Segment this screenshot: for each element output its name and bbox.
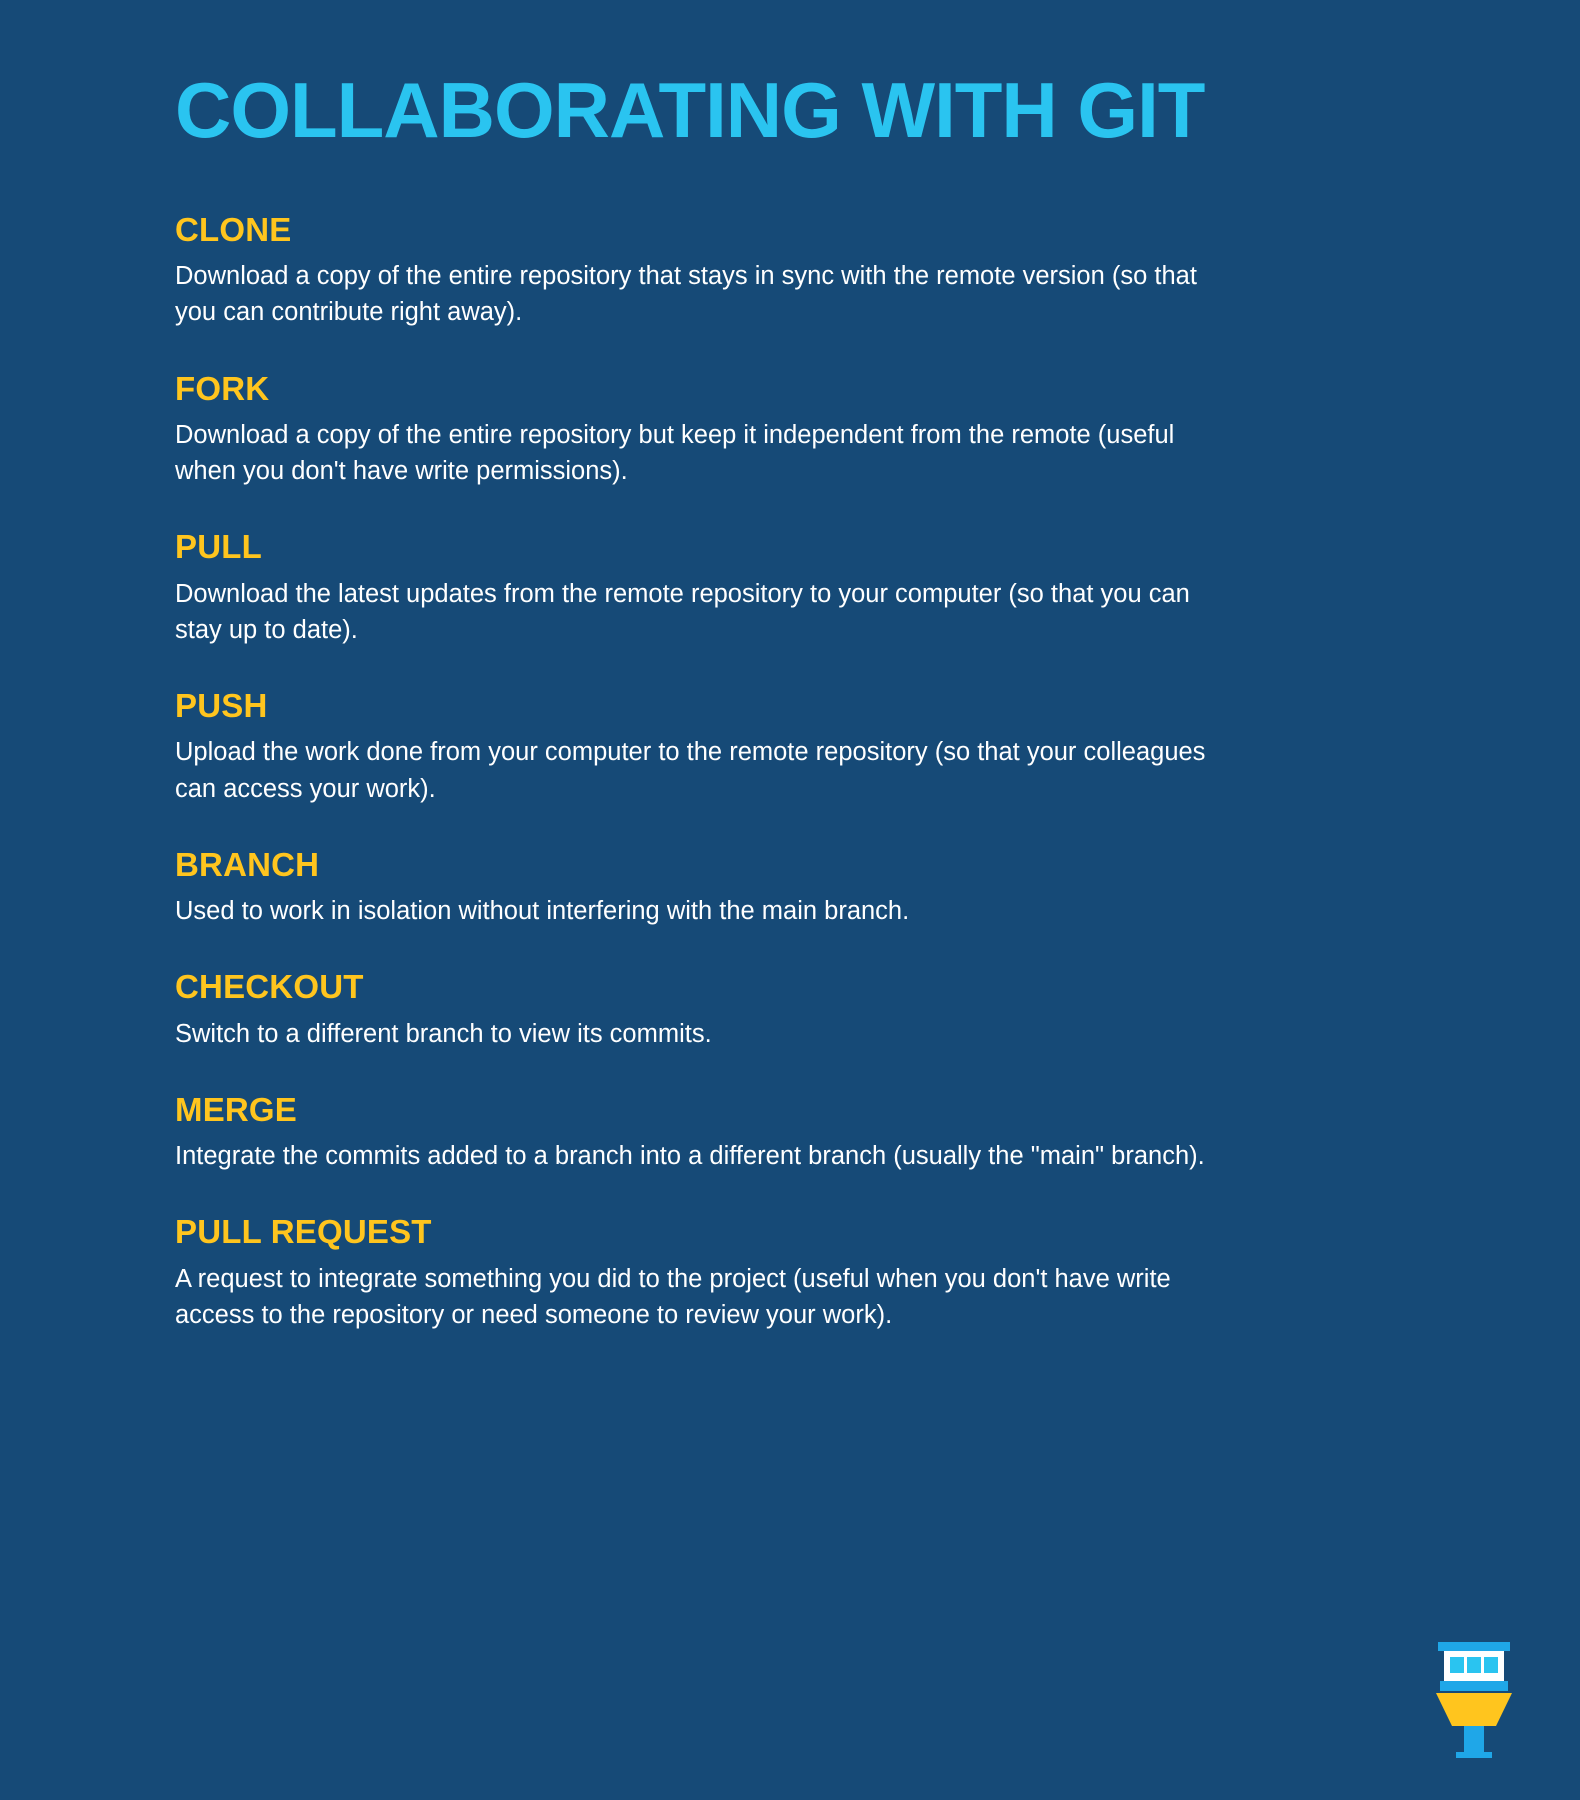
glossary-list (175, 212, 1490, 1333)
definition-text: Switch to a different branch to view its commits. (175, 1019, 712, 1048)
lighthouse-tower-logo (1430, 1640, 1518, 1758)
glossary-entry-branch (175, 847, 1490, 930)
page-title: COLLABORATING WITH GIT (175, 66, 1205, 154)
term-label: FORK (175, 369, 270, 407)
glossary-entry-clone (175, 212, 1490, 331)
glossary-entry-merge (175, 1092, 1490, 1175)
glossary-entry-pull-request (175, 1214, 1490, 1333)
term-label: PULL REQUEST (175, 1213, 432, 1251)
definition-text: Download a copy of the entire repository that stays in sync with the remote version (so that you can contribute right away). (175, 262, 1197, 327)
glossary-entry-checkout (175, 969, 1490, 1052)
definition-text: Upload the work done from your computer to the remote repository (so that your colleagues can access your work). (175, 738, 1206, 803)
definition-text: Used to work in isolation without interfering with the main branch. (175, 897, 910, 925)
term-label: CLONE (175, 210, 292, 248)
term-label: PUSH (175, 687, 268, 724)
glossary-entry-pull (175, 529, 1490, 648)
term-label: MERGE (175, 1090, 298, 1128)
term-label: BRANCH (175, 845, 320, 883)
glossary-entry-fork (175, 371, 1490, 490)
definition-text: Download the latest updates from the remote repository to your computer (so that you can stay up to date). (175, 579, 1190, 644)
glossary-entry-push (175, 688, 1490, 807)
definition-text: A request to integrate something you did to the project (useful when you don't have write access to the repository or need someone to review your work). (175, 1264, 1171, 1329)
definition-text: Download a copy of the entire repository but keep it independent from the remote (useful when you don't have write permissions). (175, 420, 1175, 486)
term-label: CHECKOUT (175, 968, 364, 1006)
definition-text: Integrate the commits added to a branch into a different branch (usually the "main" branch). (175, 1142, 1205, 1170)
term-label: PULL (175, 528, 262, 566)
